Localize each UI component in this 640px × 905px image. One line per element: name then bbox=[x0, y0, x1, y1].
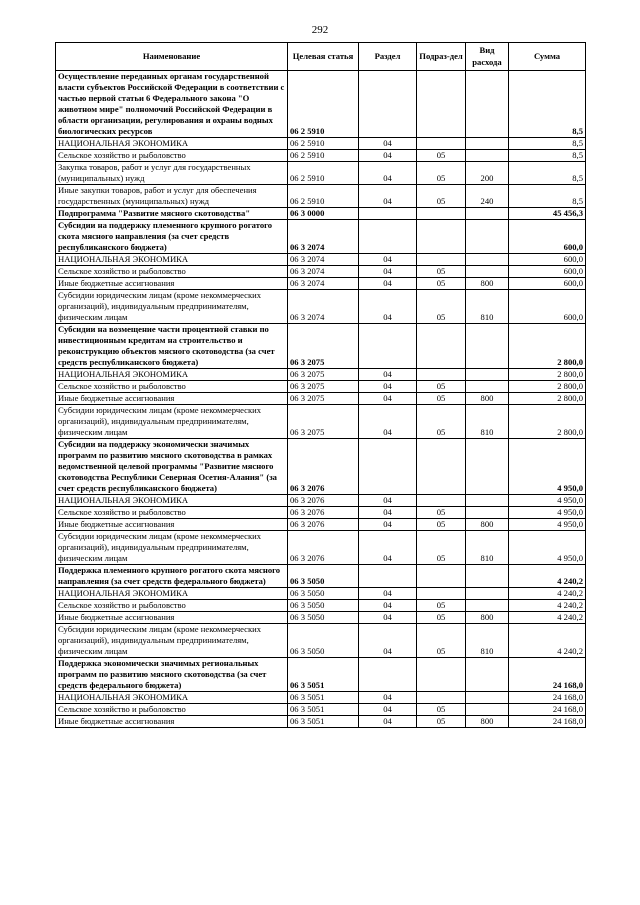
cell-type bbox=[466, 565, 509, 588]
cell-subsection: 05 bbox=[417, 278, 466, 290]
cell-sum: 600,0 bbox=[509, 254, 586, 266]
cell-type bbox=[466, 208, 509, 220]
header-name: Наименование bbox=[56, 43, 288, 71]
cell-name: НАЦИОНАЛЬНАЯ ЭКОНОМИКА bbox=[56, 692, 288, 704]
cell-subsection bbox=[417, 71, 466, 138]
cell-target: 06 3 2074 bbox=[288, 220, 359, 254]
cell-type bbox=[466, 692, 509, 704]
cell-type: 810 bbox=[466, 290, 509, 324]
cell-subsection: 05 bbox=[417, 185, 466, 208]
table-row bbox=[56, 208, 586, 220]
header-subsection: Подраз-дел bbox=[417, 43, 466, 71]
table-row bbox=[56, 704, 586, 716]
cell-subsection: 05 bbox=[417, 266, 466, 278]
page-number: 292 bbox=[311, 24, 329, 36]
cell-section: 04 bbox=[359, 600, 417, 612]
cell-subsection bbox=[417, 254, 466, 266]
cell-target: 06 3 5051 bbox=[288, 692, 359, 704]
cell-target: 06 3 2076 bbox=[288, 439, 359, 495]
cell-subsection: 05 bbox=[417, 704, 466, 716]
cell-type bbox=[466, 600, 509, 612]
cell-target: 06 3 2075 bbox=[288, 324, 359, 369]
cell-name: Иные бюджетные ассигнования bbox=[56, 519, 288, 531]
cell-target: 06 3 5050 bbox=[288, 588, 359, 600]
cell-subsection bbox=[417, 439, 466, 495]
header-section: Раздел bbox=[359, 43, 417, 71]
cell-subsection bbox=[417, 220, 466, 254]
cell-section: 04 bbox=[359, 519, 417, 531]
cell-sum: 4 240,2 bbox=[509, 612, 586, 624]
table-row bbox=[56, 290, 586, 324]
cell-section: 04 bbox=[359, 704, 417, 716]
table-row bbox=[56, 600, 586, 612]
cell-type: 810 bbox=[466, 405, 509, 439]
table-row bbox=[56, 507, 586, 519]
cell-sum: 4 950,0 bbox=[509, 531, 586, 565]
table-row bbox=[56, 519, 586, 531]
cell-sum: 45 456,3 bbox=[509, 208, 586, 220]
cell-subsection: 05 bbox=[417, 381, 466, 393]
cell-subsection bbox=[417, 208, 466, 220]
table-row bbox=[56, 162, 586, 185]
cell-type bbox=[466, 138, 509, 150]
cell-target: 06 2 5910 bbox=[288, 71, 359, 138]
cell-section: 04 bbox=[359, 254, 417, 266]
cell-sum: 8,5 bbox=[509, 162, 586, 185]
cell-name: Сельское хозяйство и рыболовство bbox=[56, 704, 288, 716]
cell-sum: 2 800,0 bbox=[509, 381, 586, 393]
cell-section: 04 bbox=[359, 266, 417, 278]
cell-sum: 2 800,0 bbox=[509, 405, 586, 439]
table-row bbox=[56, 324, 586, 369]
cell-subsection: 05 bbox=[417, 519, 466, 531]
cell-section: 04 bbox=[359, 692, 417, 704]
cell-section: 04 bbox=[359, 612, 417, 624]
cell-name: Субсидии на поддержку экономически значимых программ по развитию мясного скотоводства в рамках ведомственной целевой программы "Развитие мясного скотоводства Республики Северная Осетия-Алания" (за счет средств республиканского бюджета) bbox=[56, 439, 288, 495]
cell-sum: 24 168,0 bbox=[509, 704, 586, 716]
table-row bbox=[56, 658, 586, 692]
cell-name: Сельское хозяйство и рыболовство bbox=[56, 600, 288, 612]
cell-target: 06 3 5050 bbox=[288, 624, 359, 658]
cell-subsection: 05 bbox=[417, 624, 466, 658]
cell-sum: 4 240,2 bbox=[509, 624, 586, 658]
cell-subsection bbox=[417, 565, 466, 588]
cell-name: НАЦИОНАЛЬНАЯ ЭКОНОМИКА bbox=[56, 588, 288, 600]
cell-type bbox=[466, 254, 509, 266]
table-row bbox=[56, 439, 586, 495]
cell-subsection bbox=[417, 495, 466, 507]
table-row bbox=[56, 150, 586, 162]
cell-subsection: 05 bbox=[417, 531, 466, 565]
cell-section: 04 bbox=[359, 185, 417, 208]
cell-name: Закупка товаров, работ и услуг для государственных (муниципальных) нужд bbox=[56, 162, 288, 185]
cell-name: Сельское хозяйство и рыболовство bbox=[56, 507, 288, 519]
cell-type bbox=[466, 220, 509, 254]
header-target: Целевая статья bbox=[288, 43, 359, 71]
cell-name: Субсидии на поддержку племенного крупного рогатого скота мясного направления (за счет средств республиканского бюджета) bbox=[56, 220, 288, 254]
cell-target: 06 3 2074 bbox=[288, 266, 359, 278]
table-row bbox=[56, 716, 586, 728]
cell-name: НАЦИОНАЛЬНАЯ ЭКОНОМИКА bbox=[56, 495, 288, 507]
table-row bbox=[56, 588, 586, 600]
table-row bbox=[56, 266, 586, 278]
cell-name: Субсидии на возмещение части процентной ставки по инвестиционным кредитам на строительство и реконструкцию объектов мясного скотоводства (за счет средств республиканского бюджета) bbox=[56, 324, 288, 369]
cell-name: Иные бюджетные ассигнования bbox=[56, 393, 288, 405]
cell-type bbox=[466, 150, 509, 162]
cell-target: 06 2 5910 bbox=[288, 162, 359, 185]
cell-subsection bbox=[417, 588, 466, 600]
cell-name: Поддержка племенного крупного рогатого скота мясного направления (за счет средств федерального бюджета) bbox=[56, 565, 288, 588]
cell-sum: 4 950,0 bbox=[509, 519, 586, 531]
cell-sum: 4 950,0 bbox=[509, 507, 586, 519]
cell-name: Сельское хозяйство и рыболовство bbox=[56, 266, 288, 278]
cell-type: 800 bbox=[466, 716, 509, 728]
cell-section: 04 bbox=[359, 150, 417, 162]
cell-sum: 4 240,2 bbox=[509, 588, 586, 600]
cell-section bbox=[359, 208, 417, 220]
cell-section: 04 bbox=[359, 393, 417, 405]
cell-sum: 2 800,0 bbox=[509, 324, 586, 369]
cell-target: 06 3 5051 bbox=[288, 716, 359, 728]
table-row bbox=[56, 531, 586, 565]
cell-section: 04 bbox=[359, 162, 417, 185]
cell-type bbox=[466, 495, 509, 507]
cell-target: 06 2 5910 bbox=[288, 185, 359, 208]
cell-section: 04 bbox=[359, 369, 417, 381]
cell-subsection: 05 bbox=[417, 405, 466, 439]
cell-name: Сельское хозяйство и рыболовство bbox=[56, 381, 288, 393]
cell-section: 04 bbox=[359, 624, 417, 658]
cell-target: 06 3 2075 bbox=[288, 369, 359, 381]
cell-name: НАЦИОНАЛЬНАЯ ЭКОНОМИКА bbox=[56, 369, 288, 381]
cell-type bbox=[466, 704, 509, 716]
table-row bbox=[56, 495, 586, 507]
cell-subsection: 05 bbox=[417, 150, 466, 162]
cell-target: 06 3 0000 bbox=[288, 208, 359, 220]
cell-section: 04 bbox=[359, 278, 417, 290]
cell-type: 800 bbox=[466, 519, 509, 531]
cell-target: 06 3 5050 bbox=[288, 565, 359, 588]
cell-type: 800 bbox=[466, 612, 509, 624]
table-row bbox=[56, 692, 586, 704]
cell-sum: 4 950,0 bbox=[509, 495, 586, 507]
cell-subsection: 05 bbox=[417, 507, 466, 519]
cell-name: Иные закупки товаров, работ и услуг для обеспечения государственных (муниципальных) нужд bbox=[56, 185, 288, 208]
cell-target: 06 3 2076 bbox=[288, 531, 359, 565]
cell-target: 06 3 2074 bbox=[288, 278, 359, 290]
cell-type: 240 bbox=[466, 185, 509, 208]
cell-subsection bbox=[417, 324, 466, 369]
table-header-row bbox=[56, 43, 586, 71]
cell-target: 06 3 2075 bbox=[288, 381, 359, 393]
cell-subsection bbox=[417, 692, 466, 704]
cell-section bbox=[359, 324, 417, 369]
cell-target: 06 2 5910 bbox=[288, 138, 359, 150]
cell-section: 04 bbox=[359, 531, 417, 565]
cell-name: Подпрограмма "Развитие мясного скотоводства" bbox=[56, 208, 288, 220]
cell-name: Сельское хозяйство и рыболовство bbox=[56, 150, 288, 162]
cell-section bbox=[359, 439, 417, 495]
cell-type bbox=[466, 266, 509, 278]
cell-type bbox=[466, 439, 509, 495]
cell-target: 06 3 5051 bbox=[288, 704, 359, 716]
budget-table bbox=[55, 42, 586, 728]
cell-type bbox=[466, 588, 509, 600]
cell-sum: 4 950,0 bbox=[509, 439, 586, 495]
cell-sum: 4 240,2 bbox=[509, 565, 586, 588]
table-row bbox=[56, 254, 586, 266]
table-row bbox=[56, 220, 586, 254]
cell-target: 06 3 2076 bbox=[288, 519, 359, 531]
cell-name: Субсидии юридическим лицам (кроме некоммерческих организаций), индивидуальным предпринимателям, физическим лицам bbox=[56, 531, 288, 565]
cell-sum: 8,5 bbox=[509, 71, 586, 138]
cell-section bbox=[359, 71, 417, 138]
cell-type: 810 bbox=[466, 531, 509, 565]
cell-subsection bbox=[417, 138, 466, 150]
cell-type: 810 bbox=[466, 624, 509, 658]
cell-subsection: 05 bbox=[417, 716, 466, 728]
cell-target: 06 3 2074 bbox=[288, 254, 359, 266]
cell-section: 04 bbox=[359, 290, 417, 324]
cell-sum: 2 800,0 bbox=[509, 369, 586, 381]
table-row bbox=[56, 393, 586, 405]
cell-sum: 24 168,0 bbox=[509, 716, 586, 728]
cell-sum: 8,5 bbox=[509, 185, 586, 208]
table-row bbox=[56, 612, 586, 624]
header-sum: Сумма bbox=[509, 43, 586, 71]
cell-name: Субсидии юридическим лицам (кроме некоммерческих организаций), индивидуальным предпринимателям, физическим лицам bbox=[56, 405, 288, 439]
cell-type bbox=[466, 71, 509, 138]
cell-name: Иные бюджетные ассигнования bbox=[56, 278, 288, 290]
cell-name: Иные бюджетные ассигнования bbox=[56, 716, 288, 728]
cell-name: Осуществление переданных органам государственной власти субъектов Российской Федерации в соответствии с частью первой статьи 6 Федерального закона "О животном мире" полномочий Российской Федерации в области организации, регулирования и охраны водных биологических ресурсов bbox=[56, 71, 288, 138]
cell-subsection bbox=[417, 369, 466, 381]
cell-sum: 24 168,0 bbox=[509, 658, 586, 692]
cell-type bbox=[466, 658, 509, 692]
cell-target: 06 3 2076 bbox=[288, 495, 359, 507]
cell-section bbox=[359, 658, 417, 692]
cell-subsection: 05 bbox=[417, 393, 466, 405]
cell-target: 06 2 5910 bbox=[288, 150, 359, 162]
cell-section: 04 bbox=[359, 495, 417, 507]
cell-target: 06 3 5050 bbox=[288, 600, 359, 612]
cell-sum: 8,5 bbox=[509, 150, 586, 162]
cell-section: 04 bbox=[359, 588, 417, 600]
table-body bbox=[56, 71, 586, 728]
cell-type: 800 bbox=[466, 393, 509, 405]
table-row bbox=[56, 278, 586, 290]
table-row bbox=[56, 71, 586, 138]
cell-sum: 24 168,0 bbox=[509, 692, 586, 704]
cell-subsection: 05 bbox=[417, 612, 466, 624]
table-row bbox=[56, 624, 586, 658]
cell-sum: 600,0 bbox=[509, 266, 586, 278]
table-row bbox=[56, 138, 586, 150]
cell-name: Субсидии юридическим лицам (кроме некоммерческих организаций), индивидуальным предпринимателям, физическим лицам bbox=[56, 290, 288, 324]
cell-section: 04 bbox=[359, 507, 417, 519]
cell-sum: 600,0 bbox=[509, 290, 586, 324]
cell-sum: 8,5 bbox=[509, 138, 586, 150]
cell-type: 200 bbox=[466, 162, 509, 185]
table-row bbox=[56, 381, 586, 393]
cell-section: 04 bbox=[359, 716, 417, 728]
cell-name: НАЦИОНАЛЬНАЯ ЭКОНОМИКА bbox=[56, 138, 288, 150]
cell-sum: 4 240,2 bbox=[509, 600, 586, 612]
cell-subsection: 05 bbox=[417, 600, 466, 612]
cell-section: 04 bbox=[359, 381, 417, 393]
cell-type bbox=[466, 381, 509, 393]
table-row bbox=[56, 185, 586, 208]
cell-target: 06 3 2074 bbox=[288, 290, 359, 324]
cell-type bbox=[466, 324, 509, 369]
cell-name: Поддержка экономически значимых региональных программ по развитию мясного скотоводства (за счет средств федерального бюджета) bbox=[56, 658, 288, 692]
table-row bbox=[56, 369, 586, 381]
cell-sum: 2 800,0 bbox=[509, 393, 586, 405]
cell-name: НАЦИОНАЛЬНАЯ ЭКОНОМИКА bbox=[56, 254, 288, 266]
header-type: Вид расхода bbox=[466, 43, 509, 71]
table-row bbox=[56, 405, 586, 439]
cell-section: 04 bbox=[359, 405, 417, 439]
cell-subsection bbox=[417, 658, 466, 692]
cell-type bbox=[466, 507, 509, 519]
cell-target: 06 3 2076 bbox=[288, 507, 359, 519]
cell-sum: 600,0 bbox=[509, 220, 586, 254]
cell-target: 06 3 2075 bbox=[288, 405, 359, 439]
cell-type: 800 bbox=[466, 278, 509, 290]
cell-section bbox=[359, 220, 417, 254]
cell-subsection: 05 bbox=[417, 290, 466, 324]
cell-target: 06 3 2075 bbox=[288, 393, 359, 405]
cell-subsection: 05 bbox=[417, 162, 466, 185]
cell-sum: 600,0 bbox=[509, 278, 586, 290]
cell-target: 06 3 5051 bbox=[288, 658, 359, 692]
cell-type bbox=[466, 369, 509, 381]
cell-name: Иные бюджетные ассигнования bbox=[56, 612, 288, 624]
table-row bbox=[56, 565, 586, 588]
cell-section: 04 bbox=[359, 138, 417, 150]
cell-section bbox=[359, 565, 417, 588]
cell-name: Субсидии юридическим лицам (кроме некоммерческих организаций), индивидуальным предпринимателям, физическим лицам bbox=[56, 624, 288, 658]
cell-target: 06 3 5050 bbox=[288, 612, 359, 624]
